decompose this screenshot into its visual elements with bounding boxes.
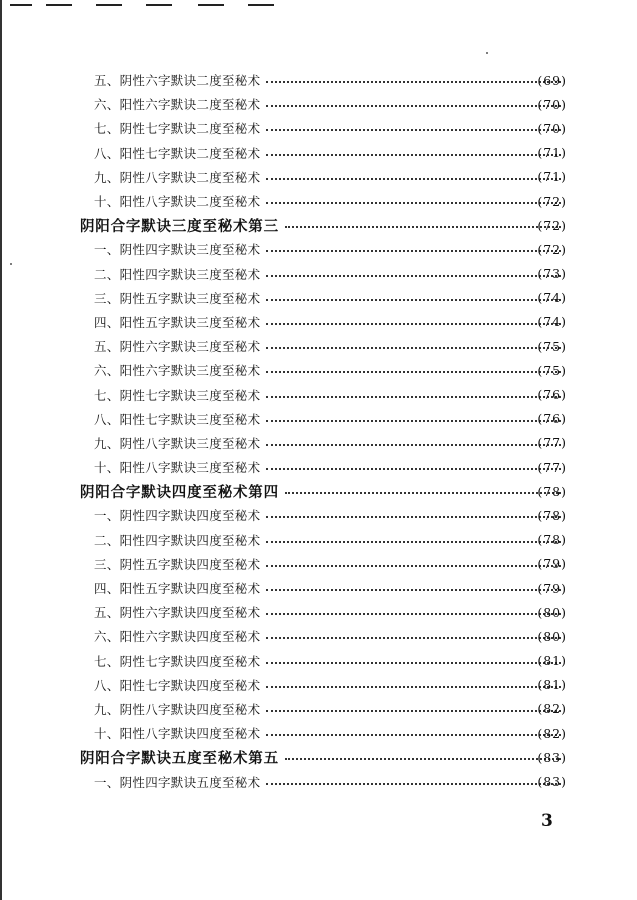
toc-entry-title: 九、阴性八字默诀三度至秘术 — [94, 435, 261, 451]
toc-entry — [0, 697, 637, 721]
toc-entry — [0, 141, 637, 165]
dot-leader — [266, 444, 561, 446]
toc-entry — [0, 286, 637, 310]
toc-entry — [0, 334, 637, 358]
toc-entry-title: 八、阳性七字默诀三度至秘术 — [94, 411, 261, 427]
dot-leader — [266, 81, 561, 83]
toc-entry — [0, 116, 637, 140]
dot-leader — [266, 565, 561, 567]
toc-page-ref: (69) — [537, 72, 567, 88]
dot-leader — [266, 734, 561, 736]
toc-section-heading — [0, 213, 637, 237]
toc-entry-title: 五、阴性六字默诀三度至秘术 — [94, 339, 261, 355]
top-edge-mark — [46, 4, 72, 6]
toc-page-ref: (74) — [537, 314, 567, 330]
dot-leader — [266, 250, 561, 252]
dot-leader — [285, 226, 561, 228]
toc-entry — [0, 600, 637, 624]
dot-leader — [285, 492, 561, 494]
toc-section-title: 阴阳合字默诀五度至秘术第五 — [80, 749, 279, 767]
toc-entry-title: 二、阳性四字默诀四度至秘术 — [94, 532, 261, 548]
toc-page-ref: (76) — [537, 411, 567, 427]
toc-entry — [0, 237, 637, 261]
toc-page-ref: (78) — [537, 507, 567, 523]
dot-leader — [266, 783, 561, 785]
dot-leader — [266, 420, 561, 422]
toc-entry-title: 一、阴性四字默诀三度至秘术 — [94, 242, 261, 258]
dot-leader — [266, 613, 561, 615]
scan-speck — [486, 52, 488, 54]
page-number: 3 — [541, 811, 553, 831]
toc-page-ref: (77) — [537, 459, 567, 475]
top-edge-mark — [96, 4, 122, 6]
toc-entry — [0, 310, 637, 334]
toc-page-ref: (83) — [537, 774, 567, 790]
toc-entry — [0, 721, 637, 745]
toc-page-ref: (79) — [537, 580, 567, 596]
dot-leader — [266, 662, 561, 664]
toc-page-ref: (70) — [537, 120, 567, 136]
toc-entry-title: 八、阳性七字默诀二度至秘术 — [94, 145, 261, 161]
toc-entry-title: 十、阳性八字默诀二度至秘术 — [94, 194, 261, 210]
dot-leader — [266, 589, 561, 591]
toc-entry — [0, 68, 637, 92]
toc-entry — [0, 552, 637, 576]
toc-page-ref: (82) — [537, 701, 567, 717]
toc-page-ref: (76) — [537, 387, 567, 403]
dot-leader — [266, 686, 561, 688]
top-edge-mark — [146, 4, 172, 6]
dot-leader — [266, 347, 561, 349]
toc-entry-title: 六、阳性六字默诀二度至秘术 — [94, 97, 261, 113]
dot-leader — [266, 129, 561, 131]
toc-section-heading — [0, 745, 637, 769]
toc-page-ref: (81) — [537, 653, 567, 669]
toc-entry-title: 九、阴性八字默诀二度至秘术 — [94, 169, 261, 185]
toc-page-ref: (72) — [537, 241, 567, 257]
toc-page-ref: (82) — [537, 725, 567, 741]
toc-entry-title: 十、阳性八字默诀三度至秘术 — [94, 460, 261, 476]
table-of-contents — [0, 68, 637, 794]
toc-entry-title: 九、阴性八字默诀四度至秘术 — [94, 701, 261, 717]
toc-page-ref: (71) — [537, 145, 567, 161]
toc-entry-title: 七、阴性七字默诀三度至秘术 — [94, 387, 261, 403]
toc-entry-title: 八、阳性七字默诀四度至秘术 — [94, 677, 261, 693]
toc-page-ref: (78) — [537, 483, 567, 499]
top-edge-mark — [248, 4, 274, 6]
top-edge-mark — [198, 4, 224, 6]
toc-entry-title: 一、阴性四字默诀四度至秘术 — [94, 508, 261, 524]
toc-entry — [0, 92, 637, 116]
toc-entry-title: 七、阴性七字默诀二度至秘术 — [94, 121, 261, 137]
toc-entry-title: 三、阴性五字默诀三度至秘术 — [94, 290, 261, 306]
dot-leader — [266, 541, 561, 543]
dot-leader — [266, 468, 561, 470]
dot-leader — [266, 396, 561, 398]
toc-page-ref: (70) — [537, 96, 567, 112]
toc-entry-title: 六、阳性六字默诀三度至秘术 — [94, 363, 261, 379]
toc-entry — [0, 165, 637, 189]
dot-leader — [266, 710, 561, 712]
toc-entry — [0, 358, 637, 382]
dot-leader — [266, 323, 561, 325]
toc-section-heading — [0, 479, 637, 503]
dot-leader — [266, 202, 561, 204]
dot-leader — [285, 758, 561, 760]
dot-leader — [266, 275, 561, 277]
toc-entry-title: 五、阴性六字默诀二度至秘术 — [94, 73, 261, 89]
toc-entry — [0, 407, 637, 431]
toc-page-ref: (75) — [537, 338, 567, 354]
toc-page-ref: (77) — [537, 435, 567, 451]
toc-entry-title: 七、阴性七字默诀四度至秘术 — [94, 653, 261, 669]
toc-entry — [0, 649, 637, 673]
toc-entry-title: 四、阳性五字默诀四度至秘术 — [94, 581, 261, 597]
dot-leader — [266, 105, 561, 107]
toc-entry — [0, 262, 637, 286]
toc-page-ref: (73) — [537, 266, 567, 282]
toc-page-ref: (79) — [537, 556, 567, 572]
toc-entry — [0, 769, 637, 793]
toc-entry — [0, 189, 637, 213]
toc-entry-title: 一、阴性四字默诀五度至秘术 — [94, 774, 261, 790]
toc-entry-title: 六、阳性六字默诀四度至秘术 — [94, 629, 261, 645]
toc-entry-title: 十、阳性八字默诀四度至秘术 — [94, 726, 261, 742]
toc-page-ref: (72) — [537, 193, 567, 209]
dot-leader — [266, 178, 561, 180]
toc-page-ref: (80) — [537, 628, 567, 644]
toc-page-ref: (83) — [537, 749, 567, 765]
toc-section-title: 阴阳合字默诀三度至秘术第三 — [80, 217, 279, 235]
dot-leader — [266, 299, 561, 301]
toc-entry-title: 五、阴性六字默诀四度至秘术 — [94, 605, 261, 621]
toc-entry-title: 三、阴性五字默诀四度至秘术 — [94, 556, 261, 572]
toc-entry — [0, 455, 637, 479]
toc-entry-title: 二、阳性四字默诀三度至秘术 — [94, 266, 261, 282]
toc-entry — [0, 528, 637, 552]
toc-entry — [0, 624, 637, 648]
toc-entry — [0, 382, 637, 406]
toc-page-ref: (75) — [537, 362, 567, 378]
toc-entry-title: 四、阳性五字默诀三度至秘术 — [94, 314, 261, 330]
dot-leader — [266, 637, 561, 639]
toc-page-ref: (80) — [537, 604, 567, 620]
toc-entry — [0, 576, 637, 600]
toc-page-ref: (72) — [537, 217, 567, 233]
dot-leader — [266, 516, 561, 518]
toc-section-title: 阴阳合字默诀四度至秘术第四 — [80, 483, 279, 501]
toc-entry — [0, 503, 637, 527]
dot-leader — [266, 154, 561, 156]
toc-page-ref: (74) — [537, 290, 567, 306]
dot-leader — [266, 371, 561, 373]
top-edge-mark — [10, 4, 32, 6]
toc-entry — [0, 431, 637, 455]
toc-page-ref: (71) — [537, 169, 567, 185]
toc-page-ref: (81) — [537, 677, 567, 693]
toc-entry — [0, 673, 637, 697]
toc-page-ref: (78) — [537, 532, 567, 548]
